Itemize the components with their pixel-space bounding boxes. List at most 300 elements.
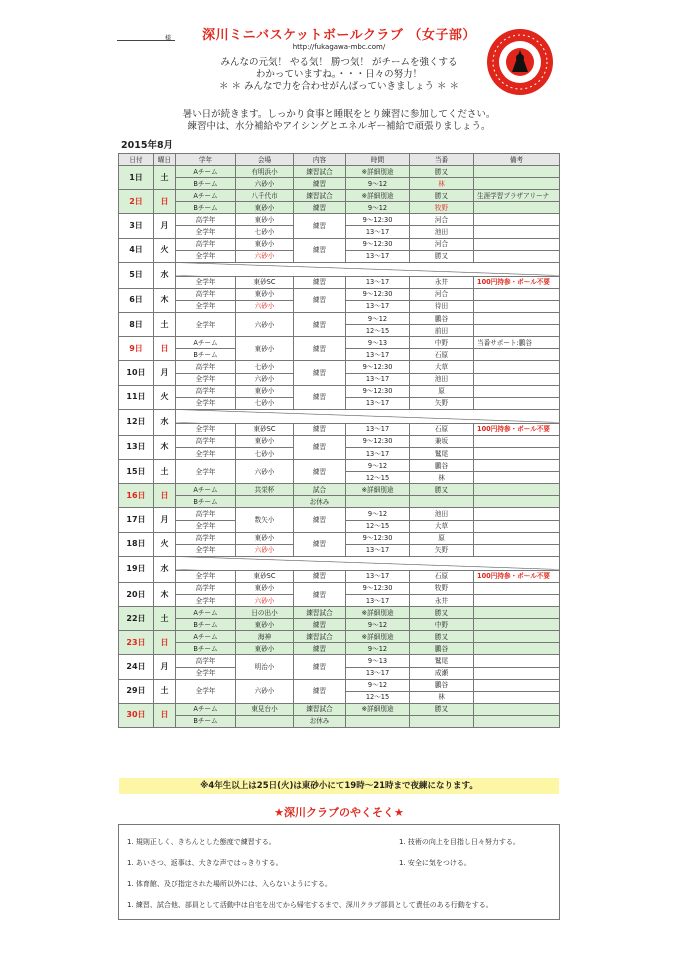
note-cell [474, 619, 560, 631]
venue-cell: 東砂小 [236, 582, 294, 594]
dow-cell: 水 [154, 409, 176, 435]
venue-cell: 六砂小 [236, 544, 294, 556]
dow-cell: 土 [154, 679, 176, 703]
content-cell: 練習 [294, 460, 346, 484]
date-cell: 13日 [119, 435, 154, 459]
dow-cell: 木 [154, 288, 176, 312]
time-cell: 12〜15 [346, 691, 410, 703]
no-practice-cell [176, 409, 560, 423]
col-time: 時間 [346, 154, 410, 166]
grade-cell: 全学年 [176, 313, 236, 337]
note-cell [474, 202, 560, 214]
table-row [119, 385, 560, 397]
grade-cell: 全学年 [176, 397, 236, 409]
date-cell: 16日 [119, 484, 154, 508]
table-header-row [119, 154, 560, 166]
table-row [119, 570, 560, 582]
time-cell: 9〜12:30 [346, 238, 410, 250]
content-cell: 練習 [294, 655, 346, 679]
table-row [119, 508, 560, 520]
note-cell [474, 582, 560, 594]
grade-cell: 全学年 [176, 595, 236, 607]
note-cell: 生涯学習プラザアリーナ [474, 190, 560, 202]
note-cell [474, 496, 560, 508]
grade-cell: 全学年 [176, 544, 236, 556]
content-cell: 練習 [294, 238, 346, 262]
table-row [119, 409, 560, 423]
note-cell [474, 288, 560, 300]
venue-cell: 六砂小 [236, 300, 294, 312]
time-cell: ※詳細別途 [346, 166, 410, 178]
venue-cell: 東見台小 [236, 703, 294, 715]
time-cell: 13〜17 [346, 250, 410, 262]
date-cell: 15日 [119, 460, 154, 484]
note-cell [474, 631, 560, 643]
note-cell [474, 544, 560, 556]
intro-line: 練習中は、水分補給やアイシングとエネルギー補給で頑張りましょう。 [187, 121, 491, 132]
duty-cell: 鷲尾 [410, 655, 474, 667]
rule-item: 1. 安全に気をつける。 [399, 859, 471, 867]
grade-cell: 全学年 [176, 226, 236, 238]
content-cell: 練習 [294, 679, 346, 703]
grade-cell: Aチーム [176, 484, 236, 496]
note-cell [474, 679, 560, 691]
duty-cell: 鵬谷 [410, 679, 474, 691]
table-row [119, 460, 560, 472]
time-cell: 9〜13 [346, 655, 410, 667]
table-row [119, 582, 560, 594]
grade-cell: 全学年 [176, 667, 236, 679]
grade-cell: 全学年 [176, 276, 236, 288]
venue-cell: 六砂小 [236, 595, 294, 607]
dow-cell: 木 [154, 582, 176, 606]
content-cell: 練習 [294, 435, 346, 459]
table-row [119, 313, 560, 325]
note-cell: 当番サポート:鵬谷 [474, 337, 560, 349]
grade-cell: 全学年 [176, 447, 236, 459]
date-cell: 12日 [119, 409, 154, 435]
duty-cell: 矢野 [410, 397, 474, 409]
duty-cell: 池田 [410, 226, 474, 238]
table-row [119, 655, 560, 667]
note-cell [474, 178, 560, 190]
duty-cell: 勝又 [410, 703, 474, 715]
date-cell: 10日 [119, 361, 154, 385]
venue-cell: 六砂小 [236, 373, 294, 385]
content-cell: 練習試合 [294, 607, 346, 619]
content-cell: 練習 [294, 214, 346, 238]
note-cell [474, 484, 560, 496]
time-cell [346, 715, 410, 727]
time-cell: 13〜17 [346, 397, 410, 409]
date-cell: 5日 [119, 262, 154, 288]
duty-cell: 矢野 [410, 544, 474, 556]
col-duty: 当番 [410, 154, 474, 166]
venue-cell: 東砂SC [236, 570, 294, 582]
content-cell: 練習 [294, 276, 346, 288]
table-row [119, 337, 560, 349]
dow-cell: 月 [154, 508, 176, 532]
grade-cell: 高学年 [176, 435, 236, 447]
duty-cell: 前田 [410, 325, 474, 337]
venue-cell: 海神 [236, 631, 294, 643]
venue-cell [236, 715, 294, 727]
venue-cell: 六砂小 [236, 679, 294, 703]
venue-cell: 六砂小 [236, 250, 294, 262]
grade-cell: 高学年 [176, 385, 236, 397]
content-cell: 試合 [294, 484, 346, 496]
club-url[interactable]: http://fukagawa-mbc.com/ [292, 43, 386, 51]
duty-cell: 成瀬 [410, 667, 474, 679]
grade-cell: Bチーム [176, 496, 236, 508]
note-cell [474, 532, 560, 544]
rule-item: 1. 体育館、及び指定された場所以外には、入らないようにする。 [127, 880, 332, 888]
motto [0, 57, 678, 93]
time-cell: 9〜12 [346, 178, 410, 190]
note-cell [474, 520, 560, 532]
time-cell: 9〜12 [346, 619, 410, 631]
content-cell: 練習 [294, 570, 346, 582]
col-venue: 会場 [236, 154, 294, 166]
note-cell [474, 460, 560, 472]
dow-cell: 水 [154, 262, 176, 288]
duty-cell: 大草 [410, 520, 474, 532]
content-cell: 練習 [294, 288, 346, 312]
date-cell: 17日 [119, 508, 154, 532]
grade-cell: 全学年 [176, 460, 236, 484]
venue-cell: 東砂小 [236, 435, 294, 447]
col-dow: 曜日 [154, 154, 176, 166]
duty-cell: 勝又 [410, 250, 474, 262]
content-cell: 練習 [294, 619, 346, 631]
table-row [119, 435, 560, 447]
dow-cell: 火 [154, 532, 176, 556]
date-cell: 2日 [119, 190, 154, 214]
grade-cell: Bチーム [176, 643, 236, 655]
table-row [119, 679, 560, 691]
note-cell [474, 691, 560, 703]
note-cell [474, 508, 560, 520]
rule-item: 1. 技術の向上を目指し日々努力する。 [399, 838, 520, 846]
honorific-label: 様 [165, 35, 172, 42]
table-row [119, 496, 560, 508]
duty-cell: 鵬谷 [410, 643, 474, 655]
duty-cell: 牧野 [410, 202, 474, 214]
grade-cell: 高学年 [176, 655, 236, 667]
content-cell: 練習 [294, 313, 346, 337]
col-date: 日付 [119, 154, 154, 166]
no-practice-cell [176, 262, 560, 276]
content-cell: 練習試合 [294, 166, 346, 178]
duty-cell: 永井 [410, 276, 474, 288]
duty-cell: 鵬谷 [410, 460, 474, 472]
content-cell: 練習試合 [294, 703, 346, 715]
duty-cell: 鵬谷 [410, 313, 474, 325]
notice-banner: ※4年生以上は25日(火)は東砂小にて19時〜21時まで夜練になります。 [119, 778, 559, 794]
intro-line: 暑い日が続きます。しっかり食事と睡眠をとり練習に参加してください。 [182, 109, 496, 120]
dow-cell: 土 [154, 166, 176, 190]
time-cell: 9〜12 [346, 313, 410, 325]
table-row [119, 423, 560, 435]
venue-cell: 東砂小 [236, 214, 294, 226]
note-cell [474, 703, 560, 715]
date-cell: 30日 [119, 703, 154, 727]
time-cell: 12〜15 [346, 472, 410, 484]
table-row [119, 202, 560, 214]
dow-cell: 月 [154, 214, 176, 238]
time-cell: 9〜12:30 [346, 582, 410, 594]
dow-cell: 月 [154, 655, 176, 679]
grade-cell: Aチーム [176, 337, 236, 349]
venue-cell: 八千代市 [236, 190, 294, 202]
time-cell: 9〜12:30 [346, 532, 410, 544]
duty-cell: 中野 [410, 337, 474, 349]
grade-cell: 高学年 [176, 582, 236, 594]
time-cell: 9〜12:30 [346, 385, 410, 397]
time-cell: 9〜12 [346, 460, 410, 472]
time-cell: 9〜12:30 [346, 214, 410, 226]
rule-item: 1. あいさつ、返事は、大きな声ではっきりする。 [127, 859, 283, 867]
content-cell: 練習 [294, 202, 346, 214]
venue-cell: 数矢小 [236, 508, 294, 532]
grade-cell: Bチーム [176, 178, 236, 190]
grade-cell: 全学年 [176, 373, 236, 385]
duty-cell: 勝又 [410, 484, 474, 496]
venue-cell: 七砂小 [236, 397, 294, 409]
content-cell: お休み [294, 715, 346, 727]
duty-cell: 中野 [410, 619, 474, 631]
duty-cell: 大草 [410, 361, 474, 373]
venue-cell: 東砂小 [236, 337, 294, 361]
note-cell [474, 349, 560, 361]
content-cell: 練習 [294, 508, 346, 532]
venue-cell: 七砂小 [236, 361, 294, 373]
grade-cell: Bチーム [176, 202, 236, 214]
venue-cell: 六砂小 [236, 178, 294, 190]
note-cell: 100円持参・ボール不要 [474, 570, 560, 582]
table-row [119, 715, 560, 727]
duty-cell: 勝又 [410, 631, 474, 643]
dow-cell: 土 [154, 313, 176, 337]
dow-cell: 日 [154, 484, 176, 508]
duty-cell: 河合 [410, 288, 474, 300]
duty-cell: 鷲尾 [410, 447, 474, 459]
grade-cell: 高学年 [176, 238, 236, 250]
rule-item: 1. 規則正しく、きちんとした態度で練習する。 [127, 838, 276, 846]
dow-cell: 月 [154, 361, 176, 385]
date-cell: 1日 [119, 166, 154, 190]
venue-cell: 七砂小 [236, 226, 294, 238]
venue-cell: 東砂小 [236, 202, 294, 214]
duty-cell: 永井 [410, 595, 474, 607]
duty-cell: 牧野 [410, 582, 474, 594]
content-cell: 練習 [294, 532, 346, 556]
date-cell: 9日 [119, 337, 154, 361]
motto-line: わかっていますね。・・・日々の努力！ [255, 69, 423, 80]
time-cell: 9〜12 [346, 508, 410, 520]
date-cell: 6日 [119, 288, 154, 312]
col-content: 内容 [294, 154, 346, 166]
note-cell [474, 226, 560, 238]
table-row [119, 190, 560, 202]
grade-cell: Bチーム [176, 349, 236, 361]
note-cell [474, 313, 560, 325]
date-cell: 20日 [119, 582, 154, 606]
date-cell: 3日 [119, 214, 154, 238]
rules-title: ★深川クラブのやくそく★ [274, 806, 404, 819]
content-cell: 練習試合 [294, 631, 346, 643]
duty-cell [410, 715, 474, 727]
venue-cell: 有明浜小 [236, 166, 294, 178]
col-notes: 備考 [474, 154, 560, 166]
page-title: 深川ミニバスケットボールクラブ （女子部） [202, 28, 476, 43]
date-cell: 4日 [119, 238, 154, 262]
time-cell: 13〜17 [346, 349, 410, 361]
content-cell: 練習 [294, 582, 346, 606]
note-cell [474, 166, 560, 178]
dow-cell: 土 [154, 607, 176, 631]
content-cell: 練習 [294, 423, 346, 435]
date-cell: 23日 [119, 631, 154, 655]
time-cell: 9〜12:30 [346, 435, 410, 447]
note-cell [474, 643, 560, 655]
venue-cell: 東砂小 [236, 619, 294, 631]
duty-cell: 兼坂 [410, 435, 474, 447]
time-cell: ※詳細別途 [346, 190, 410, 202]
note-cell [474, 435, 560, 447]
duty-cell: 石原 [410, 423, 474, 435]
time-cell: 9〜12 [346, 643, 410, 655]
time-cell: 13〜17 [346, 595, 410, 607]
grade-cell: Aチーム [176, 166, 236, 178]
duty-cell: 勝又 [410, 166, 474, 178]
note-cell [474, 214, 560, 226]
motto-line: みんなの元気！ やる気！ 勝つ気！ がチームを強くする [220, 57, 458, 68]
grade-cell: Aチーム [176, 607, 236, 619]
venue-cell: 東砂小 [236, 385, 294, 397]
venue-cell: 六砂小 [236, 460, 294, 484]
content-cell: 練習 [294, 361, 346, 385]
venue-cell: 東砂小 [236, 238, 294, 250]
note-cell [474, 250, 560, 262]
dow-cell: 日 [154, 337, 176, 361]
venue-cell: 東砂SC [236, 276, 294, 288]
grade-cell: Aチーム [176, 631, 236, 643]
table-row [119, 214, 560, 226]
grade-cell: 全学年 [176, 300, 236, 312]
grade-cell: Aチーム [176, 703, 236, 715]
note-cell [474, 397, 560, 409]
table-row [119, 361, 560, 373]
venue-cell: 東砂小 [236, 532, 294, 544]
grade-cell: 全学年 [176, 570, 236, 582]
intro-message [0, 109, 678, 133]
content-cell: 練習 [294, 385, 346, 409]
venue-cell [236, 496, 294, 508]
duty-cell: 林 [410, 472, 474, 484]
col-grade: 学年 [176, 154, 236, 166]
note-cell [474, 715, 560, 727]
duty-cell: 待田 [410, 300, 474, 312]
grade-cell: 全学年 [176, 423, 236, 435]
grade-cell: 全学年 [176, 250, 236, 262]
note-cell [474, 447, 560, 459]
table-row [119, 556, 560, 570]
schedule-table [118, 153, 560, 728]
table-row [119, 619, 560, 631]
time-cell: 13〜17 [346, 276, 410, 288]
grade-cell: 全学年 [176, 679, 236, 703]
time-cell: 13〜17 [346, 300, 410, 312]
date-cell: 8日 [119, 313, 154, 337]
note-cell [474, 238, 560, 250]
note-cell [474, 385, 560, 397]
dow-cell: 日 [154, 631, 176, 655]
table-row [119, 484, 560, 496]
table-row [119, 288, 560, 300]
time-cell: 9〜12 [346, 202, 410, 214]
note-cell [474, 655, 560, 667]
time-cell: ※詳細別途 [346, 631, 410, 643]
time-cell: ※詳細別途 [346, 607, 410, 619]
time-cell: 13〜17 [346, 423, 410, 435]
duty-cell: 池田 [410, 373, 474, 385]
venue-cell: 共栄杯 [236, 484, 294, 496]
grade-cell: 全学年 [176, 520, 236, 532]
table-row [119, 643, 560, 655]
table-row [119, 607, 560, 619]
note-cell [474, 300, 560, 312]
month-label: 2015年8月 [121, 140, 174, 151]
grade-cell: 高学年 [176, 508, 236, 520]
duty-cell: 池田 [410, 508, 474, 520]
content-cell: お休み [294, 496, 346, 508]
rule-item: 1. 練習、試合他、部員として活動中は自宅を出てから帰宅するまで、深川クラブ部員として責任のある行動をする。 [127, 901, 493, 909]
duty-cell: 石原 [410, 570, 474, 582]
table-row [119, 178, 560, 190]
no-practice-cell [176, 556, 560, 570]
venue-cell: 東砂SC [236, 423, 294, 435]
note-cell [474, 325, 560, 337]
table-row [119, 262, 560, 276]
time-cell: 9〜13 [346, 337, 410, 349]
note-cell: 100円持参・ボール不要 [474, 276, 560, 288]
time-cell: 13〜17 [346, 667, 410, 679]
rules-box [118, 824, 560, 920]
time-cell: 12〜15 [346, 520, 410, 532]
note-cell [474, 607, 560, 619]
dow-cell: 木 [154, 435, 176, 459]
time-cell: 13〜17 [346, 226, 410, 238]
note-cell [474, 472, 560, 484]
date-cell: 19日 [119, 556, 154, 582]
note-cell [474, 667, 560, 679]
motto-line: ＊ ＊ みんなで力を合わせがんばっていきましょう ＊ ＊ [218, 81, 460, 92]
dow-cell: 日 [154, 703, 176, 727]
duty-cell: 原 [410, 385, 474, 397]
venue-cell: 六砂小 [236, 313, 294, 337]
date-cell: 24日 [119, 655, 154, 679]
grade-cell: Aチーム [176, 190, 236, 202]
time-cell: ※詳細別途 [346, 484, 410, 496]
note-cell [474, 361, 560, 373]
duty-cell: 林 [410, 178, 474, 190]
time-cell: ※詳細別途 [346, 703, 410, 715]
duty-cell: 林 [410, 691, 474, 703]
grade-cell: 高学年 [176, 532, 236, 544]
date-cell: 18日 [119, 532, 154, 556]
table-row [119, 631, 560, 643]
